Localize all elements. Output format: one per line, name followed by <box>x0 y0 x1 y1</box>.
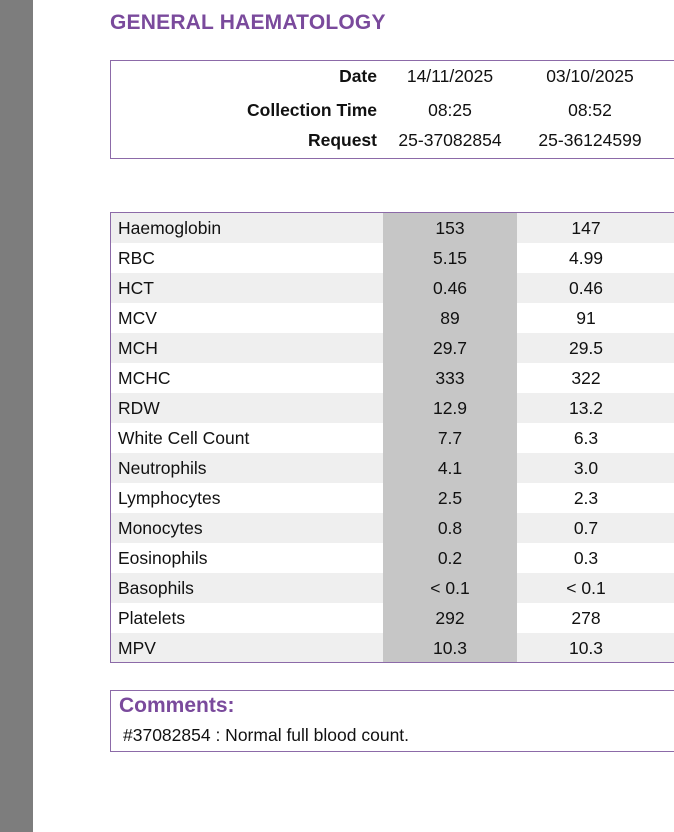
test-name: White Cell Count <box>118 428 250 448</box>
test-name: Platelets <box>118 608 186 628</box>
table-row <box>111 333 674 363</box>
table-row <box>111 543 674 573</box>
header-value-request-1: 25-37082854 <box>398 130 502 150</box>
test-value-previous: 2.3 <box>573 488 599 508</box>
table-row <box>111 363 674 393</box>
test-value-latest: 4.1 <box>383 453 517 483</box>
test-name: RBC <box>118 248 155 268</box>
table-row <box>111 243 674 273</box>
header-label-date: Date <box>339 66 377 86</box>
header-value-date-2: 03/10/2025 <box>546 66 634 86</box>
table-row <box>111 423 674 453</box>
results-table <box>110 212 674 663</box>
test-value-latest: 29.7 <box>383 333 517 363</box>
table-row <box>111 633 674 663</box>
table-row <box>111 393 674 423</box>
header-value-collection-time-2: 08:52 <box>568 100 612 120</box>
header-label-collection-time: Collection Time <box>247 100 377 120</box>
test-name: Neutrophils <box>118 458 207 478</box>
table-row <box>111 213 674 243</box>
test-name: MCH <box>118 338 158 358</box>
test-name: MPV <box>118 638 156 658</box>
request-header <box>110 60 674 159</box>
table-row <box>111 603 674 633</box>
table-row <box>111 513 674 543</box>
header-row-request <box>111 128 674 152</box>
test-value-previous: 3.0 <box>573 458 599 478</box>
test-value-previous: 147 <box>571 218 601 238</box>
table-row <box>111 453 674 483</box>
test-value-previous: 0.46 <box>568 278 604 298</box>
test-name: Basophils <box>118 578 194 598</box>
test-value-latest: 0.8 <box>383 513 517 543</box>
comments-box <box>110 690 674 752</box>
comments-title: Comments: <box>119 694 235 717</box>
test-name: Monocytes <box>118 518 203 538</box>
table-row <box>111 573 674 603</box>
test-value-previous: 13.2 <box>568 398 604 418</box>
test-name: HCT <box>118 278 154 298</box>
test-name: Lymphocytes <box>118 488 221 508</box>
test-name: Eosinophils <box>118 548 208 568</box>
test-value-previous: 4.99 <box>568 248 604 268</box>
table-row <box>111 483 674 513</box>
test-value-previous: < 0.1 <box>566 578 606 598</box>
test-value-latest: 292 <box>383 603 517 633</box>
test-value-previous: 322 <box>571 368 601 388</box>
test-value-latest: < 0.1 <box>383 573 517 603</box>
header-value-collection-time-1: 08:25 <box>428 100 472 120</box>
test-name: RDW <box>118 398 160 418</box>
header-row-date <box>111 64 674 88</box>
test-value-previous: 29.5 <box>568 338 604 358</box>
section-title: GENERAL HAEMATOLOGY <box>110 11 386 34</box>
test-value-previous: 10.3 <box>568 638 604 658</box>
test-value-previous: 6.3 <box>573 428 599 448</box>
test-value-previous: 278 <box>571 608 601 628</box>
test-value-latest: 153 <box>383 213 517 243</box>
test-value-latest: 5.15 <box>383 243 517 273</box>
test-value-latest: 0.46 <box>383 273 517 303</box>
header-value-request-2: 25-36124599 <box>538 130 642 150</box>
header-value-date-1: 14/11/2025 <box>406 66 494 86</box>
test-value-latest: 0.2 <box>383 543 517 573</box>
table-row <box>111 273 674 303</box>
test-value-previous: 0.3 <box>573 548 599 568</box>
header-label-request: Request <box>307 130 377 150</box>
header-row-collection-time <box>111 98 674 122</box>
test-value-latest: 7.7 <box>383 423 517 453</box>
test-name: Haemoglobin <box>118 218 222 238</box>
test-value-latest: 89 <box>383 303 517 333</box>
test-name: MCHC <box>118 368 171 388</box>
test-value-latest: 2.5 <box>383 483 517 513</box>
test-value-latest: 12.9 <box>383 393 517 423</box>
comments-text: #37082854 : Normal full blood count. <box>123 725 410 745</box>
table-row <box>111 303 674 333</box>
test-value-previous: 91 <box>576 308 596 328</box>
test-value-previous: 0.7 <box>573 518 599 538</box>
left-gutter <box>0 0 33 832</box>
test-value-latest: 10.3 <box>383 633 517 663</box>
test-value-latest: 333 <box>383 363 517 393</box>
test-name: MCV <box>118 308 157 328</box>
